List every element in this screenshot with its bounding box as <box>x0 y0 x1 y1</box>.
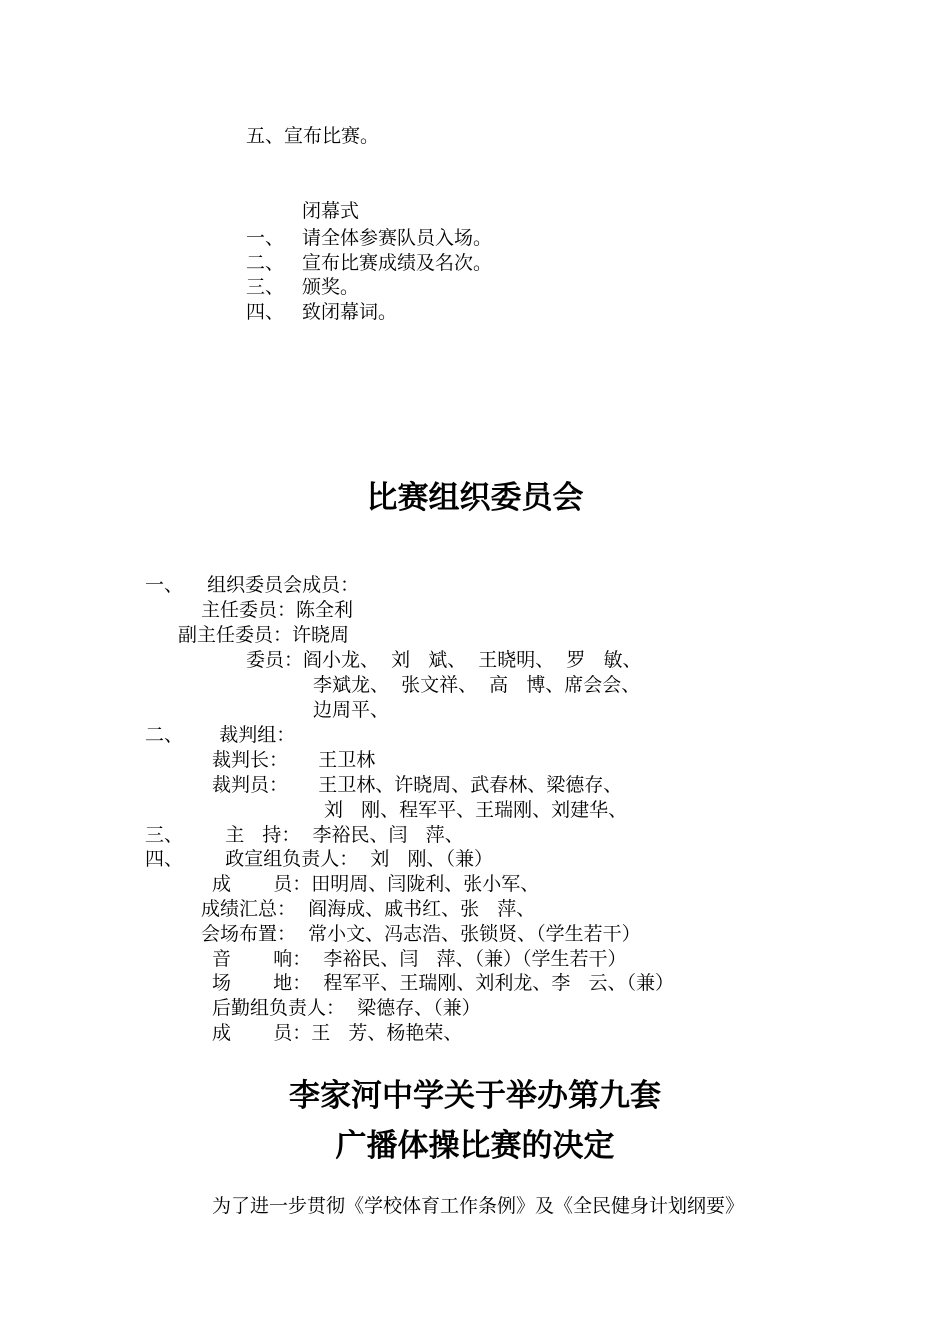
committee-line: 二、 裁判组： <box>145 724 296 746</box>
closing-item-1-num: 一、 <box>246 227 285 249</box>
committee-line: 委员：阎小龙、 刘 斌、 王晓明、 罗 敏、 <box>246 649 642 671</box>
committee-line: 会场布置： 常小文、冯志浩、张锁贤、（学生若干） <box>201 923 641 945</box>
closing-item-2-text: 宣布比赛成绩及名次。 <box>302 252 493 274</box>
closing-item-3-num: 三、 <box>246 276 285 298</box>
closing-item-4-text: 致闭幕词。 <box>302 301 398 323</box>
committee-line: 后勤组负责人： 梁德存、（兼） <box>212 997 481 1019</box>
committee-line: 李斌龙、 张文祥、 高 博、席会会、 <box>313 674 641 696</box>
committee-line: 副主任委员：许晓周 <box>178 624 350 646</box>
committee-line: 刘 刚、程军平、王瑞刚、刘建华、 <box>324 799 628 821</box>
closing-item-4-num: 四、 <box>246 301 285 323</box>
committee-line: 成 员：王 芳、杨艳荣、 <box>212 1022 463 1044</box>
committee-line: 边周平、 <box>313 699 390 721</box>
closing-item-3-text: 颁奖。 <box>302 276 360 298</box>
closing-item-1-text: 请全体参赛队员入场。 <box>302 227 493 249</box>
closing-title: 闭幕式 <box>302 200 360 222</box>
committee-line: 四、 政宣组负责人： 刘 刚、（兼） <box>145 848 493 870</box>
decision-paragraph: 为了进一步贯彻《学校体育工作条例》及《全民健身计划纲要》 <box>212 1195 745 1217</box>
decision-title-line-2: 广播体操比赛的决定 <box>335 1128 615 1164</box>
committee-line: 音 响： 李裕民、闫 萍、（兼）（学生若干） <box>212 948 627 970</box>
committee-line: 主任委员：陈全利 <box>201 599 354 621</box>
closing-item-2-num: 二、 <box>246 252 285 274</box>
decision-title-line-1: 李家河中学关于举办第九套 <box>289 1078 661 1114</box>
committee-line: 成 员：田明周、闫陇利、张小军、 <box>212 873 540 895</box>
committee-title: 比赛组织委员会 <box>366 480 584 516</box>
committee-line: 裁判员： 王卫林、许晓周、武春林、梁德存、 <box>212 774 623 796</box>
committee-line: 三、 主 持： 李裕民、闫 萍、 <box>145 824 464 846</box>
committee-line: 一、 组织委员会成员： <box>145 574 360 596</box>
committee-line: 裁判长： 王卫林 <box>212 749 376 771</box>
committee-line: 场 地： 程军平、王瑞刚、刘利龙、李 云、（兼） <box>212 972 674 994</box>
opening-item-5: 五、宣布比赛。 <box>246 125 380 147</box>
committee-line: 成绩汇总： 阎海成、戚书红、张 萍、 <box>201 898 536 920</box>
